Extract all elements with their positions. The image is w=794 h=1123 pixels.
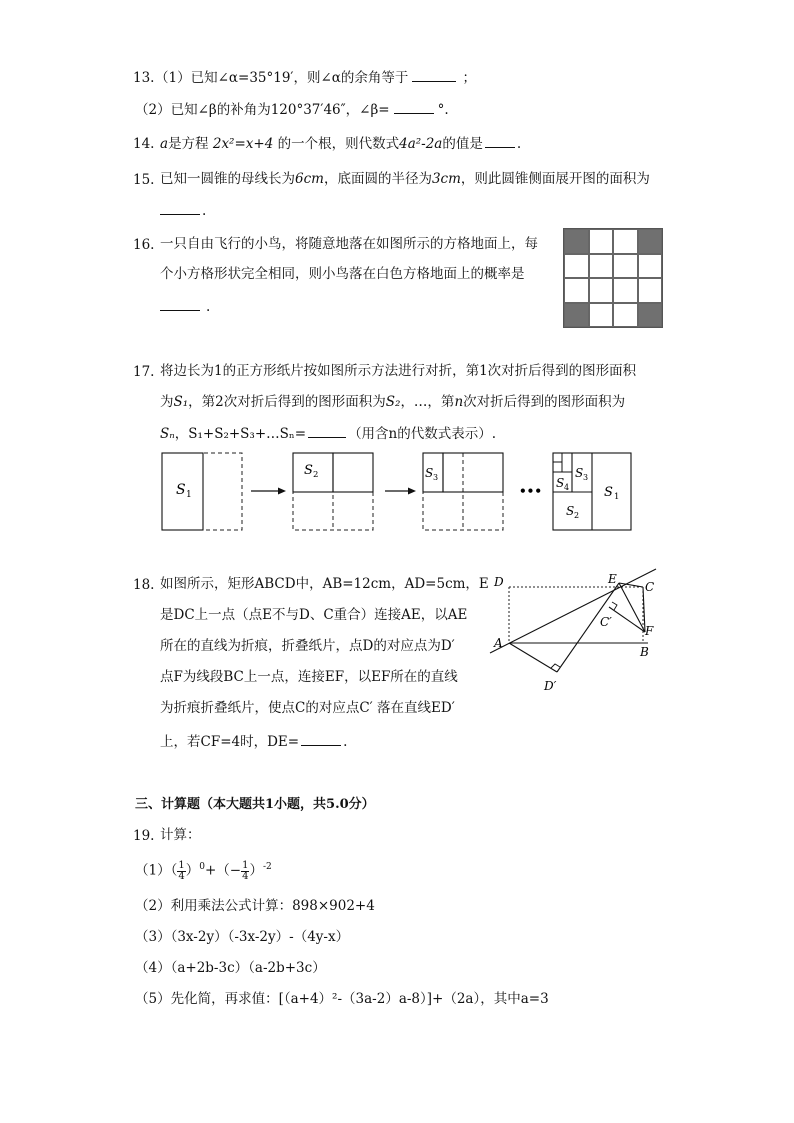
q17-l2c: ，…，第 bbox=[400, 394, 455, 410]
q18-line4: 点F为线段BC上一点，连接EF，以EF所在的直线 bbox=[160, 669, 458, 685]
q17-sn: Sₙ bbox=[160, 426, 175, 442]
q17-folding-figure bbox=[0, 0, 794, 540]
q17-panel4-s4: S bbox=[556, 476, 565, 490]
q18-label-d-prime: D′ bbox=[544, 679, 557, 693]
q18-label-a: A bbox=[494, 636, 503, 650]
q18-label-b: B bbox=[640, 645, 649, 659]
q18-ad-prime bbox=[509, 643, 557, 672]
q17-arrow2-head bbox=[408, 488, 416, 495]
q15-number: 15. bbox=[133, 172, 155, 188]
q18-rectangle-figure bbox=[480, 560, 670, 700]
q15-v2: 3cm bbox=[431, 171, 461, 187]
q19-p1-plus: +（ bbox=[204, 862, 230, 879]
q17-panel3-part2 bbox=[443, 453, 503, 492]
q15-t1: 已知一圆锥的母线长为 bbox=[160, 171, 295, 187]
q19-p1-label: （1）（ bbox=[135, 862, 178, 879]
q17-n: n bbox=[454, 394, 464, 410]
q16-number: 16. bbox=[133, 237, 155, 253]
q13-number: 13. bbox=[133, 70, 155, 86]
q18-c-prime-f bbox=[609, 607, 645, 632]
q19-p1-frac2-den: 4 bbox=[242, 870, 249, 882]
q17-s1: S₁ bbox=[173, 394, 189, 410]
q17-l2d: 次对折后得到的图形面积为 bbox=[463, 394, 626, 410]
q18-label-f: F bbox=[645, 624, 654, 638]
q19-part5: （5）先化简，再求值：[（a+4）²-（3a-2）a-8）]+（2a），其中a=3 bbox=[135, 991, 549, 1007]
q18-line3: 所在的直线为折痕，折叠纸片，点D的对应点为D′ bbox=[160, 638, 455, 654]
q17-panel3-sub: 3 bbox=[433, 473, 439, 482]
q17-panel3-label: S bbox=[425, 466, 434, 480]
q18-number: 18. bbox=[133, 577, 155, 593]
q13-part2-text: （2）已知∠β的补角为120°37′46″，∠β= bbox=[135, 102, 390, 118]
q14-equation: 2x²=x+4 bbox=[212, 136, 274, 152]
q14-end: . bbox=[516, 136, 522, 152]
q15-t2: ，底面圆的半径为 bbox=[323, 171, 432, 187]
section3-title: 三、计算题（本大题共1小题，共5.0分） bbox=[135, 797, 375, 812]
q14-t3: 的值是 bbox=[442, 136, 483, 152]
q14-var-a: a bbox=[160, 136, 169, 152]
q19-p1-exp0: 0 bbox=[199, 862, 205, 872]
q17-panel4-s3: S bbox=[575, 466, 584, 480]
q19-part3: （3）（3x-2y）（-3x-2y）-（4y-x） bbox=[135, 929, 350, 945]
q17-ellipsis: ••• bbox=[519, 484, 543, 498]
q17-panel1-outline bbox=[162, 453, 242, 530]
q19-number: 19. bbox=[133, 828, 155, 844]
q13-part1-end: ； bbox=[462, 70, 476, 86]
q18-line2: 是DC上一点（点E不与D、C重合）连接AE，以AE bbox=[160, 607, 468, 623]
q16-line1: 一只自由飞行的小鸟，将随意地落在如图所示的方格地面上，每 bbox=[160, 236, 538, 252]
q19-intro: 计算： bbox=[160, 827, 201, 843]
q17-panel4-s3-sub: 3 bbox=[583, 473, 589, 482]
q18-last: 上，若CF=4时，DE= bbox=[160, 734, 300, 750]
q18-line1: 如图所示，矩形ABCD中，AB=12cm，AD=5cm，E bbox=[160, 576, 489, 592]
q17-panel4-s1: S bbox=[604, 485, 613, 500]
q13-part2-end: °. bbox=[437, 102, 449, 118]
q17-panel4-s1-sub: 1 bbox=[614, 492, 620, 502]
q18-line6 bbox=[160, 732, 347, 751]
q17-panel4-s2-sub: 2 bbox=[574, 511, 580, 520]
q19-p1-frac1-num: 1 bbox=[178, 859, 185, 871]
q14-expression: 4a²-2a bbox=[399, 136, 443, 152]
q17-l2b: ，第2次对折后得到的图形面积为 bbox=[188, 394, 386, 410]
q17-panel1-sub: 1 bbox=[186, 490, 192, 500]
q17-arrow1-head bbox=[278, 488, 286, 495]
q15-v1: 6cm bbox=[295, 171, 324, 187]
q17-hint: （用含n的代数式表示）. bbox=[348, 426, 497, 442]
q19-part4: （4）（a+2b-3c）（a-2b+3c） bbox=[135, 960, 326, 976]
q18-fold-line-ae bbox=[490, 569, 656, 653]
q19-p1-frac1 bbox=[177, 861, 185, 882]
q17-panel2-part2 bbox=[333, 453, 373, 492]
q17-number: 17. bbox=[133, 364, 155, 380]
q19-p1-mid: ） bbox=[185, 862, 200, 879]
q17-line1: 将边长为1的正方形纸片按如图所示方法进行对折，第1次对折后得到的图形面积 bbox=[160, 363, 637, 379]
q17-l2a: 为 bbox=[160, 394, 174, 410]
q14-t2: 的一个根，则代数式 bbox=[277, 136, 400, 152]
q19-p1-exp2: -2 bbox=[262, 862, 272, 872]
q18-line5: 为折痕折叠纸片，使点C的对应点C′ 落在直线ED′ bbox=[160, 700, 455, 716]
q16-end: . bbox=[206, 299, 211, 315]
q18-blank[interactable] bbox=[301, 732, 341, 746]
q13-part1-text: （1）已知∠α=35°19′，则∠α的余角等于 bbox=[155, 70, 409, 86]
q17-panel1-label: S bbox=[176, 482, 186, 498]
q15-t3: ，则此圆锥侧面展开图的面积为 bbox=[460, 171, 650, 187]
q16-line2: 个小方格形状完全相同，则小鸟落在白色方格地面上的概率是 bbox=[160, 266, 525, 282]
q14-number: 14. bbox=[133, 136, 155, 152]
q19-p1-neg: − bbox=[229, 862, 242, 879]
q19-part2: （2）利用乘法公式计算：898×902+4 bbox=[135, 898, 375, 914]
q18-label-d: D bbox=[494, 575, 504, 589]
q17-sum: ，S₁+S₂+S₃+…Sₙ= bbox=[174, 426, 307, 442]
q18-label-e: E bbox=[608, 572, 617, 586]
q14-t1: 是方程 bbox=[168, 136, 209, 152]
q18-label-c: C bbox=[645, 580, 655, 594]
q17-panel2-sub: 2 bbox=[313, 470, 319, 480]
q17-panel4-s2: S bbox=[566, 504, 575, 518]
q17-panel4-s4-sub: 4 bbox=[564, 483, 570, 492]
q17-s2: S₂ bbox=[385, 394, 401, 410]
q18-end: . bbox=[343, 734, 348, 750]
q18-right-angle-d bbox=[551, 664, 560, 668]
q18-ef bbox=[619, 583, 645, 632]
q19-part1 bbox=[135, 858, 272, 882]
q18-right-angle-c bbox=[612, 602, 617, 610]
q19-p1-frac2-num: 1 bbox=[242, 859, 249, 871]
q18-label-c-prime: C′ bbox=[600, 615, 612, 629]
q15-end: . bbox=[202, 203, 207, 219]
q19-p1-close: ） bbox=[249, 862, 263, 879]
q17-panel2-label: S bbox=[304, 463, 313, 478]
q19-p1-frac1-den: 4 bbox=[178, 870, 185, 882]
